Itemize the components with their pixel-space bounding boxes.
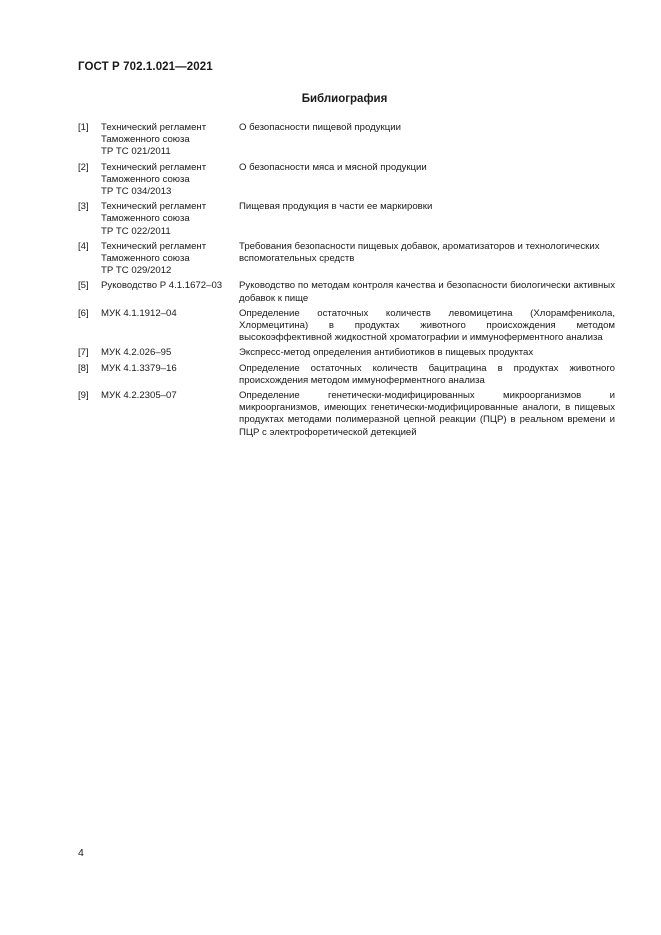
bibliography-title: Библиография — [301, 93, 388, 105]
entry-description: Определение генетически-модифицированных микроорганизмов и микроорганизмов, имеющих генетически-модифицированные аналоги, в пищевых продуктах методами полимеразной цепной реакции (ПЦР) в реальном времени и ПЦР с электрофоретической детекцией — [239, 390, 615, 438]
entry-number: [8] — [78, 362, 89, 374]
entry-number: [1] — [78, 122, 89, 133]
entry-description: О безопасности пищевой продукции — [239, 122, 401, 133]
entry-source: МУК 4.1.1912–04 — [101, 307, 177, 319]
bibliography-entry — [78, 122, 615, 159]
entry-number: [3] — [78, 201, 89, 213]
entry-description: Определение остаточных количеств бацитрацина в продуктах животного происхождения методом иммуноферментного анализа — [239, 362, 615, 386]
entry-source: МУК 4.2.026–95 — [101, 347, 172, 359]
entry-number: [7] — [78, 347, 89, 359]
bibliography-entry — [78, 347, 615, 359]
entry-description: Пищевая продукция в части ее маркировки — [239, 201, 433, 213]
bibliography-entry — [78, 363, 615, 387]
entry-source: Технический регламент Таможенного союза ТР ТС 021/2011 — [101, 122, 207, 158]
bibliography-list — [78, 122, 615, 442]
entry-number: [5] — [78, 280, 89, 292]
bibliography-entry — [78, 308, 615, 345]
bibliography-entry — [78, 280, 615, 304]
entry-number: [4] — [78, 240, 89, 252]
entry-source: Руководство Р 4.1.1672–03 — [101, 280, 223, 292]
document-id: ГОСТ Р 702.1.021—2021 — [78, 61, 213, 73]
entry-description: Определение остаточных количеств левомицетина (Хлорамфеникола, Хлормецитина) в продуктах животного происхождения методом высокоэффективной жидкостной хроматографии и иммуноферментного анализа — [239, 307, 615, 344]
entry-description: Руководство по методам контроля качества и безопасности биологически активных добавок к пище — [239, 280, 615, 304]
entry-description: Требования безопасности пищевых добавок, ароматизаторов и технологических вспомогательных средств — [239, 240, 600, 265]
entry-source: Технический регламент Таможенного союза ТР ТС 034/2013 — [101, 161, 207, 198]
entry-source: Технический регламент Таможенного союза ТР ТС 022/2011 — [101, 201, 207, 237]
entry-number: [9] — [78, 390, 89, 402]
entry-description: О безопасности мяса и мясной продукции — [239, 161, 427, 173]
bibliography-entry — [78, 201, 615, 238]
bibliography-entry — [78, 241, 615, 278]
entry-description: Экспресс-метод определения антибиотиков в пищевых продуктах — [239, 347, 534, 359]
entry-number: [6] — [78, 307, 89, 319]
entry-source: МУК 4.1.3379–16 — [101, 362, 177, 374]
bibliography-entry — [78, 162, 615, 199]
page-number: 4 — [78, 847, 84, 859]
bibliography-entry — [78, 390, 615, 439]
entry-source: МУК 4.2.2305–07 — [101, 390, 177, 402]
entry-number: [2] — [78, 161, 89, 173]
entry-source: Технический регламент Таможенного союза ТР ТС 029/2012 — [101, 240, 207, 277]
